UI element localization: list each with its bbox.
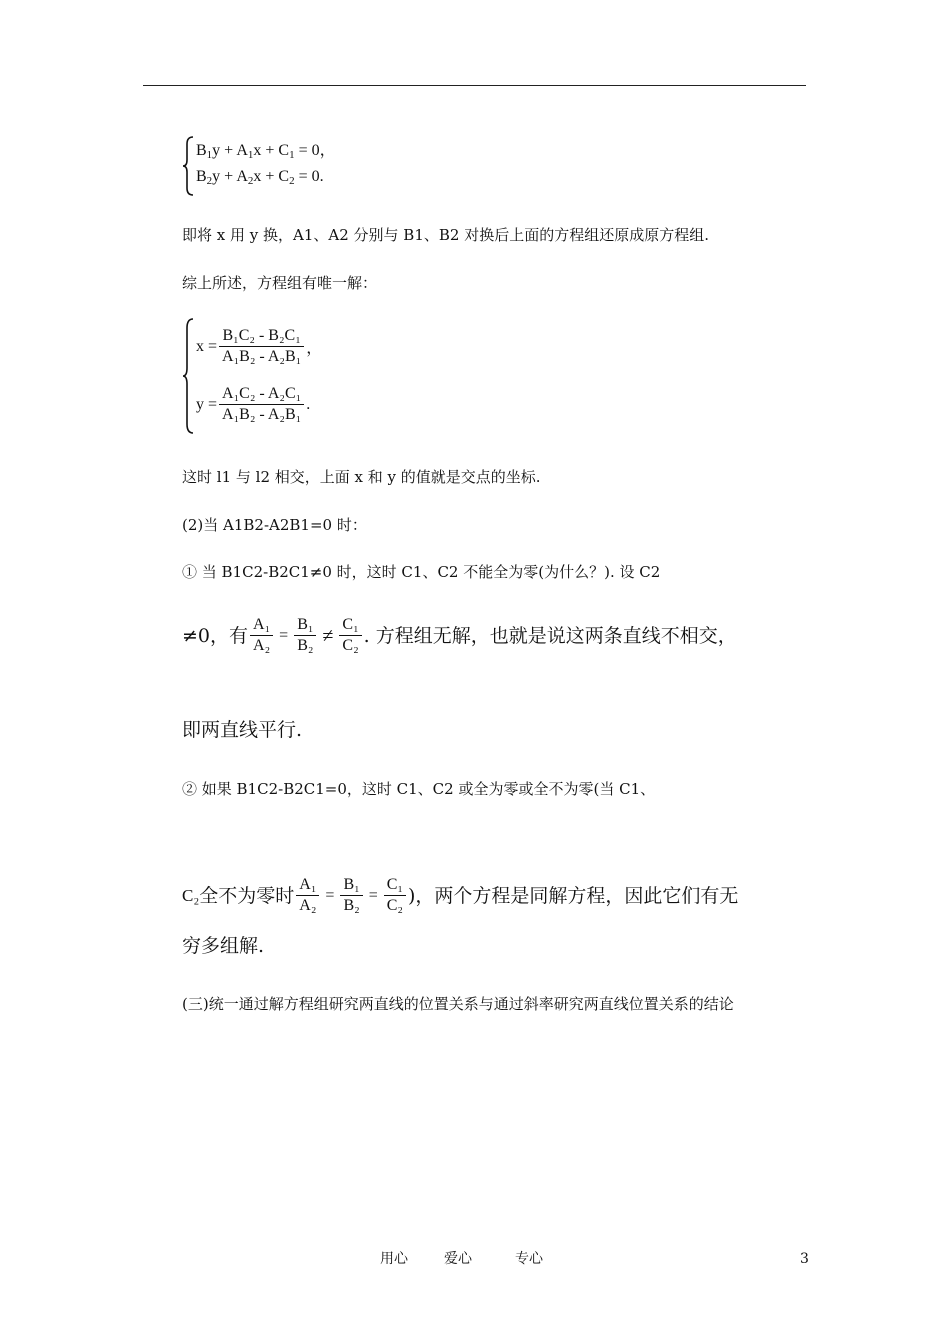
ratio-line2-pre: 全不为零时 [199,884,295,907]
solution-x-lhs: x = [196,337,218,355]
ratio2-b-num: B₁ [340,875,362,896]
ratio-c-den: C₂ [342,637,359,654]
left-brace [182,136,194,196]
ratio-a-den: A₂ [253,637,271,654]
ratio2-c-num: C₁ [384,875,406,896]
system-eq-2: $B_2y + A_2x + C_2 = 0$. [196,168,324,187]
ratio-eq-sign: = [279,626,289,644]
solution-y [196,384,310,425]
ratio-line-parallel [182,615,737,656]
ratio-line2-post: )，两个方程是同解方程，因此它们有无 [407,884,739,907]
ratio-a-num: A₁ [250,615,273,636]
solution-x-fraction [219,326,304,367]
paragraph-case-2: (2)当 A1B2-A2B1=0 时： [182,516,367,534]
solution-y-end: . [306,395,311,413]
solution-x [196,326,322,367]
paragraph-case-2-2: ② 如果 B1C2-B2C1=0，这时 C1、C2 或全为零或全不为零(当 C1、 [182,780,656,798]
ratio2-c-den: C₂ [386,897,403,914]
paragraph-section-3: (三)统一通过解方程组研究两直线的位置关系与通过斜率研究两直线位置关系的结论 [182,995,734,1013]
paragraph-intersect: 这时 l1 与 l2 相交，上面 x 和 y 的值就是交点的坐标. [182,468,541,486]
solution-x-numerator: B₁C₂ - B₂C₁ [219,326,304,347]
ratio-line-post: . 方程组无解，也就是说这两条直线不相交， [363,624,737,647]
header-rule [143,85,806,86]
ratio-c2-label: C₂ [182,885,200,905]
footer-text-2: 爱心 [444,1251,472,1267]
footer-text-3: 专心 [515,1251,543,1267]
system-eq-1: $B_1y + A_1x + C_1 = 0$， [196,142,336,161]
ratio-expression-neq [248,615,364,656]
ratio2-a-den: A₂ [299,897,317,914]
solution-brace [182,318,194,434]
ratio2-a-num: A₁ [296,875,319,896]
solution-x-end: ， [306,340,323,357]
paragraph-case-2-1: ① 当 B1C2-B2C1≠0 时，这时 C1、C2 不能全为零(为什么？). 设 C2 [182,563,661,581]
page-number: 3 [800,1251,809,1267]
solution-y-lhs: y = [196,395,218,413]
ratio-line-coincident [182,875,738,916]
ratio-line-pre: ≠0，有 [182,624,249,647]
ratio2-eq-sign-1: = [325,886,335,904]
paragraph-swap: 即将 x 用 y 换，A1、A2 分别与 B1、B2 对换后上面的方程组还原成原方程组. [182,226,709,244]
ratio2-eq-sign-2: = [368,886,378,904]
footer-text-1: 用心 [380,1251,408,1267]
ratio-expression-eq [294,875,408,916]
solution-x-denominator: A₁B₂ - A₂B₁ [222,348,302,365]
ratio-b-num: B₁ [294,615,316,636]
paragraph-summary: 综上所述，方程组有唯一解： [182,274,378,292]
ratio-b-den: B₂ [297,637,314,654]
solution-y-denominator: A₁B₂ - A₂B₁ [222,406,302,423]
paragraph-parallel: 即两直线平行. [182,719,303,741]
paragraph-infinite: 穷多组解. [182,935,265,957]
ratio-neq-sign: ≠ [322,624,334,647]
ratio2-b-den: B₂ [343,897,360,914]
ratio-c-num: C₁ [339,615,361,636]
solution-y-fraction [219,384,304,425]
solution-y-numerator: A₁C₂ - A₂C₁ [219,384,304,405]
